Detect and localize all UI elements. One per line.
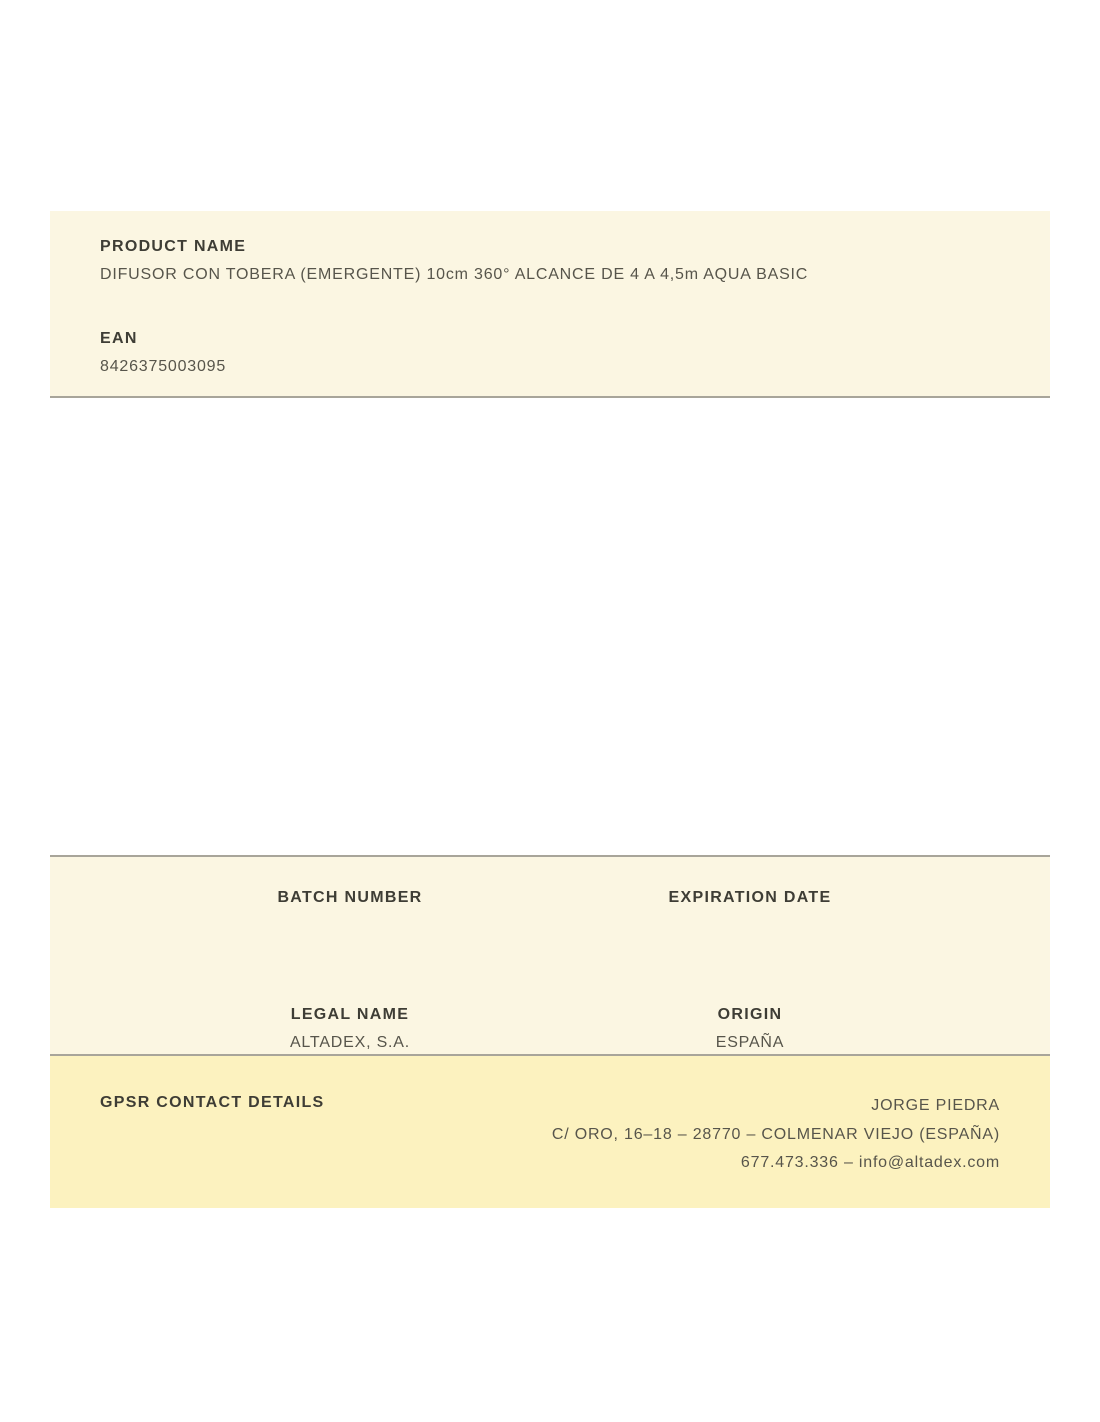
product-name-value: DIFUSOR CON TOBERA (EMERGENTE) 10cm 360° ALCANCE DE 4 A 4,5m AQUA BASIC xyxy=(100,266,809,283)
origin-field xyxy=(550,1004,950,1054)
legal-name-field xyxy=(150,1004,550,1054)
gpsr-contact-label: GPSR CONTACT DETAILS xyxy=(100,1094,325,1111)
origin-value: ESPAÑA xyxy=(715,1034,785,1051)
batch-number-label: BATCH NUMBER xyxy=(277,889,423,906)
expiration-date-field xyxy=(550,887,950,937)
product-name-label: PRODUCT NAME xyxy=(100,238,247,255)
gpsr-contact-section xyxy=(50,1056,1050,1208)
product-info-section xyxy=(50,211,1050,398)
legal-name-label: LEGAL NAME xyxy=(290,1006,410,1023)
gpsr-contact-phone-email: 677.473.336 – info@altadex.com xyxy=(740,1154,1000,1171)
gpsr-contact-name: JORGE PIEDRA xyxy=(871,1097,1000,1114)
ean-value: 8426375003095 xyxy=(100,358,227,375)
gpsr-contact-block xyxy=(552,1092,1000,1178)
expiration-date-label: EXPIRATION DATE xyxy=(668,889,832,906)
expiration-date-value xyxy=(550,915,950,937)
legal-origin-row xyxy=(150,1004,950,1054)
gpsr-contact-address: C/ ORO, 16–18 – 28770 – COLMENAR VIEJO (ESPAÑA) xyxy=(551,1125,1000,1143)
ean-label: EAN xyxy=(100,330,138,347)
batch-number-value xyxy=(150,915,550,937)
batch-number-field xyxy=(150,887,550,937)
legal-name-value: ALTADEX, S.A. xyxy=(289,1034,411,1051)
origin-label: ORIGIN xyxy=(717,1006,783,1023)
batch-expiration-row xyxy=(150,887,950,937)
batch-origin-section xyxy=(50,855,1050,1056)
